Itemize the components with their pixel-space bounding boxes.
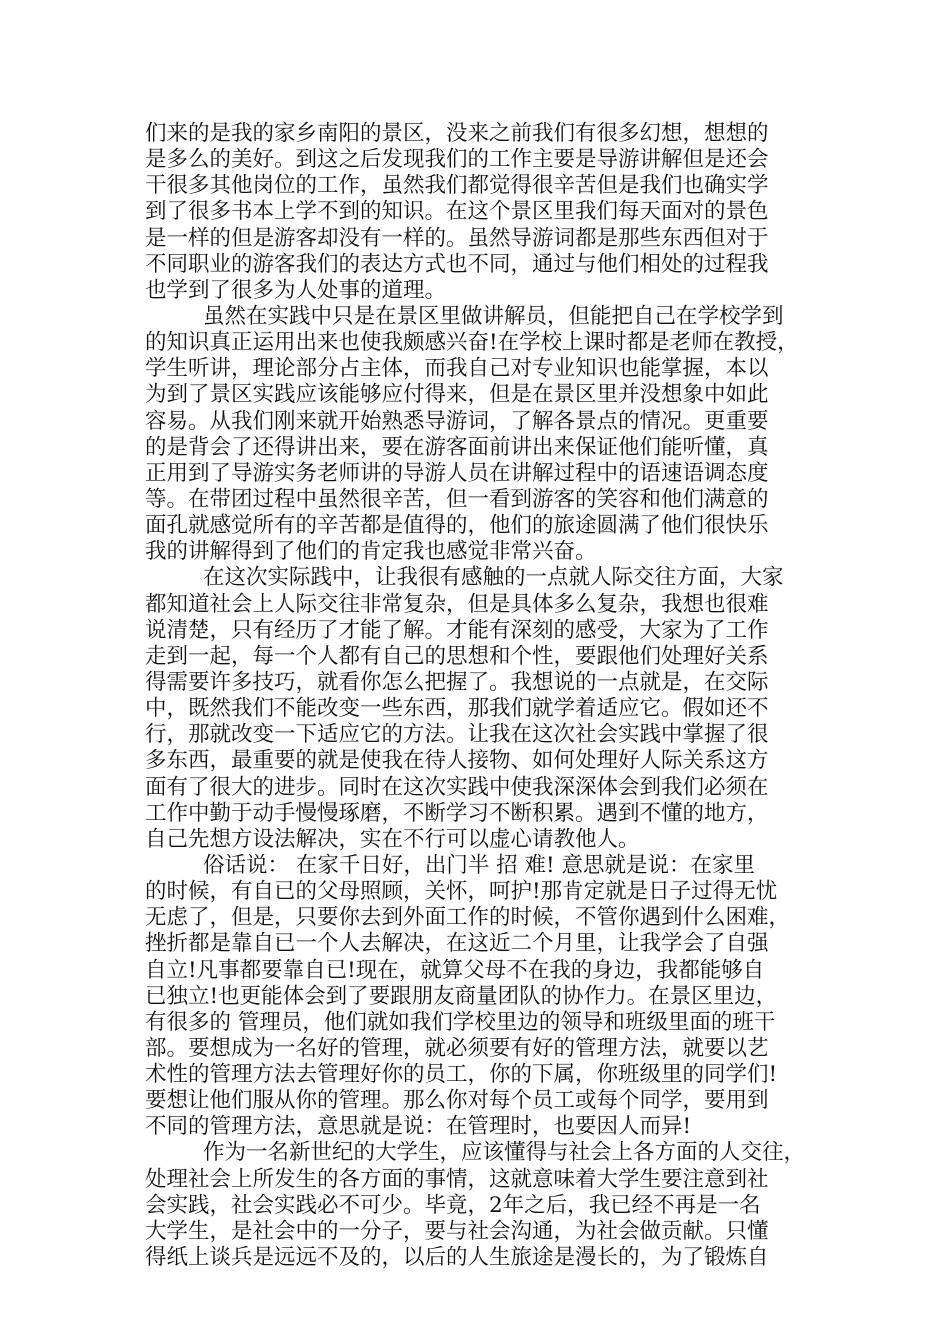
text-line: 说清楚，只有经历了才能了解。才能有深刻的感受，大家为了工作: [145, 617, 769, 643]
text-line: 挫折都是靠自已一个人去解决，在这近二个月里，让我学会了自强: [145, 931, 769, 957]
paragraph-first-line: 作为一名新世纪的大学生，应该懂得与社会上各方面的人交往，: [203, 1140, 806, 1166]
text-line: 术性的管理方法去管理好你的员工，你的下属，你班级里的同学们!: [145, 1062, 778, 1088]
text-line: 干很多其他岗位的工作，虽然我们都觉得很辛苦但是我们也确实学: [145, 173, 769, 199]
text-line: 大学生，是社会中的一分子，要与社会沟通，为社会做贡献。只懂: [145, 1218, 769, 1244]
text-line: 中，既然我们不能改变一些东西，那我们就学着适应它。假如还不: [145, 696, 769, 722]
text-line: 要想让他们服从你的管理。那么你对每个员工或每个同学，要用到: [145, 1088, 769, 1114]
text-line: 们来的是我的家乡南阳的景区，没来之前我们有很多幻想，想想的: [145, 121, 769, 146]
text-line: 得纸上谈兵是远远不及的，以后的人生旅途是漫长的，为了锻炼自: [145, 1245, 769, 1271]
text-line: 无虑了，但是，只要你去到外面工作的时候，不管你遇到什么困难，: [145, 905, 791, 931]
text-line: 有很多的 管理员，他们就如我们学校里边的领导和班级里面的班干: [145, 1009, 776, 1035]
text-line: 学生听讲，理论部分占主体，而我自己对专业知识也能掌握，本以: [145, 356, 769, 382]
text-line: 不同职业的游客我们的表达方式也不同，通过与他们相处的过程我: [145, 251, 769, 277]
text-line: 不同的管理方法，意思就是说：在管理时，也要因人而异!: [145, 1114, 692, 1140]
text-line: 自立!凡事都要靠自已!现在，就算父母不在我的身边，我都能够自: [145, 957, 765, 983]
text-line: 都知道社会上人际交往非常复杂，但是具体多么复杂，我想也很难: [145, 591, 769, 617]
text-line: 为到了景区实践应该能够应付得来，但是在景区里并没想象中如此: [145, 382, 769, 408]
text-line: 是多么的美好。到这之后发现我们的工作主要是导游讲解但是还会: [145, 147, 769, 173]
text-line: 会实践，社会实践必不可少。毕竟，2年之后，我已经不再是一名: [145, 1192, 761, 1218]
paragraph-first-line: 虽然在实践中只是在景区里做讲解员，但能把自己在学校学到: [203, 303, 784, 329]
text-line: 的是背会了还得讲出来，要在游客面前讲出来保证他们能听懂，真: [145, 434, 769, 460]
text-line: 行，那就改变一下适应它的方法。让我在这次社会实践中掌握了很: [145, 722, 769, 748]
text-line: 到了很多书本上学不到的知识。在这个景区里我们每天面对的景色: [145, 199, 769, 225]
text-line: 自己先想方设法解决，实在不行可以虚心请教他人。: [145, 826, 640, 852]
text-line: 等。在带团过程中虽然很辛苦，但一看到游客的笑容和他们满意的: [145, 486, 769, 512]
text-line: 面孔就感觉所有的辛苦都是值得的，他们的旅途圆满了他们很快乐: [145, 513, 769, 539]
text-line: 的知识真正运用出来也使我颇感兴奋!在学校上课时都是老师在教授，: [145, 330, 799, 356]
text-line: 正用到了导游实务老师讲的导游人员在讲解过程中的语速语调态度: [145, 460, 769, 486]
text-line: 得需要许多技巧，就看你怎么把握了。我想说的一点就是，在交际: [145, 669, 769, 695]
text-line: 容易。从我们刚来就开始熟悉导游词，了解各景点的情况。更重要: [145, 408, 769, 434]
text-line: 面有了很大的进步。同时在这次实践中使我深深体会到我们必须在: [145, 774, 769, 800]
text-line: 的时候，有自已的父母照顾，关怀，呵护!那肯定就是日子过得无忧: [145, 879, 778, 905]
paragraph-first-line: 在这次实际践中，让我很有感触的一点就人际交往方面，大家: [203, 565, 784, 591]
paragraph-first-line: 俗话说： 在家千日好，出门半 招 难! 意思就是说：在家里: [203, 852, 755, 878]
document-body: [145, 121, 815, 1271]
text-line: 部。要想成为一名好的管理，就必须要有好的管理方法，就要以艺: [145, 1035, 769, 1061]
text-line: 工作中勤于动手慢慢琢磨，不断学习不断积累。遇到不懂的地方，: [145, 800, 769, 826]
text-line: 多东西，最重要的就是使我在待人接物、如何处理好人际关系这方: [145, 748, 769, 774]
text-line: 是一样的但是游客却没有一样的。虽然导游词都是那些东西但对于: [145, 225, 769, 251]
text-line: 处理社会上所发生的各方面的事情，这就意味着大学生要注意到社: [145, 1166, 769, 1192]
text-line: 也学到了很多为人处事的道理。: [145, 277, 447, 303]
text-line: 走到一起，每一个人都有自己的思想和个性，要跟他们处理好关系: [145, 643, 769, 669]
text-line: 已独立!也更能体会到了要跟朋友商量团队的协作力。在景区里边，: [145, 983, 778, 1009]
text-line: 我的讲解得到了他们的肯定我也感觉非常兴奋。: [145, 539, 597, 565]
